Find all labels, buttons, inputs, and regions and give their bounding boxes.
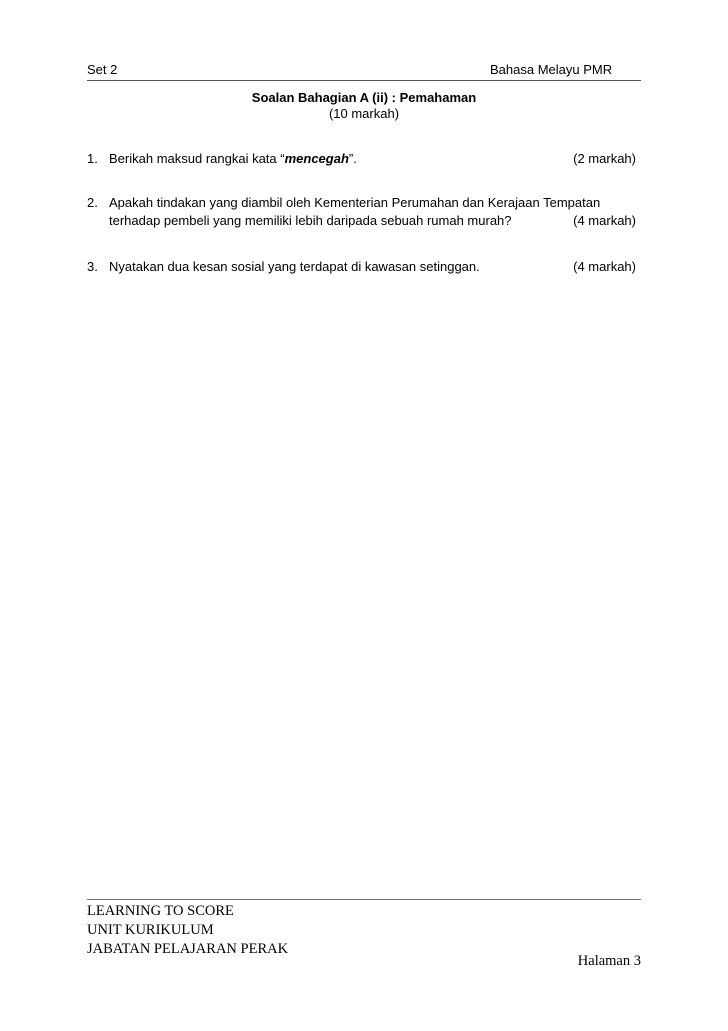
section-total-marks: (10 markah)	[328, 106, 400, 121]
question-number: 2.	[87, 195, 98, 210]
question-marks: (2 markah)	[573, 151, 636, 166]
page-header	[87, 62, 641, 80]
header-set-label: Set 2	[87, 62, 118, 77]
question-text: Berikah maksud rangkai kata “mencegah”.	[109, 151, 357, 166]
footer-line-1: LEARNING TO SCORE	[87, 903, 234, 919]
question-marks: (4 markah)	[573, 213, 636, 228]
question-text: Nyatakan dua kesan sosial yang terdapat di kawasan setinggan.	[109, 259, 480, 274]
question-marks: (4 markah)	[573, 259, 636, 274]
footer-divider	[87, 899, 641, 900]
question-number: 3.	[87, 259, 98, 274]
page-number: Halaman 3	[577, 953, 641, 969]
question-term: mencegah	[284, 151, 349, 166]
footer-line-3: JABATAN PELAJARAN PERAK	[87, 941, 289, 957]
question-text-line-2: terhadap pembeli yang memiliki lebih daripada sebuah rumah murah?	[109, 213, 512, 228]
question-number: 1.	[87, 151, 98, 166]
question-2	[87, 194, 641, 230]
page-footer	[87, 902, 288, 959]
header-divider	[87, 80, 641, 81]
question-3	[87, 258, 641, 276]
question-1	[87, 150, 641, 168]
question-text-line-1: Apakah tindakan yang diambil oleh Kementerian Perumahan dan Kerajaan Tempatan	[109, 195, 601, 210]
section-title: Soalan Bahagian A (ii) : Pemahaman	[251, 90, 477, 105]
footer-line-2: UNIT KURIKULUM	[87, 922, 214, 938]
header-subject-label: Bahasa Melayu PMR	[490, 62, 613, 77]
